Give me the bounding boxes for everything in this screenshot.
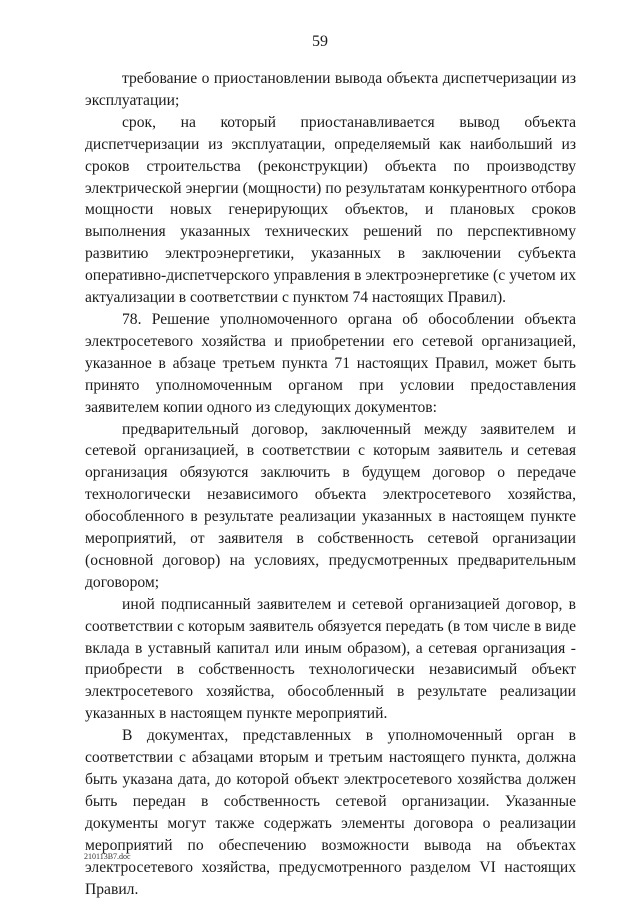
paragraph-suspension-term: срок, на который приостанавливается вывод объекта диспетчеризации из эксплуатации, определяемый как наибольший из сроков строительства (реконструкции) объекта по производству электрической энергии (мощности) по результатам конкурентного отбора мощности новых генерирующих объектов, и плановых сроков выполнения указанных технических решений по перспективному развитию электроэнергетики, указанных в заключении субъекта оперативно-диспетчерского управления в электроэнергетике (с учетом их актуализации в соответствии с пунктом 74 настоящих Правил). — [85, 113, 576, 307]
page-number: 59 — [312, 33, 328, 50]
paragraph-78-decision: 78. Решение уполномоченного органа об обособлении объекта электросетевого хозяйства и приобретении его сетевой организацией, указанное в абзаце третьем пункта 71 настоящих Правил, может быть принято уполномоченным органом при условии предоставления заявителем копии одного из следующих документов: — [85, 310, 576, 416]
paragraph-suspension-requirement: требование о приостановлении вывода объекта диспетчеризации из эксплуатации; — [85, 70, 576, 109]
document-file-code: 210113В7.doc — [84, 852, 131, 861]
paragraph-documents-date: В документах, представленных в уполномоченный орган в соответствии с абзацами вторым и третьим настоящего пункта, должна быть указана дата, до которой объект электросетевого хозяйства должен быть передан в собственность сетевой организации. Указанные документы могут также содержать элементы договора о реализации мероприятий по обеспечению возможности вывода на объектах электросетевого хозяйства, предусмотренного разделом VI настоящих Правил. — [85, 727, 576, 898]
paragraph-other-contract: иной подписанный заявителем и сетевой организацией договор, в соответствии с которым заявитель обязуется передать (в том числе в виде вклада в уставный капитал или иным образом), а сетевая организация - приобрести в собственность технологически независимый объект электросетевого хозяйства, обособленный в результате реализации указанных в настоящем пункте мероприятий. — [85, 595, 576, 723]
document-body — [85, 68, 576, 900]
paragraph-preliminary-contract: предварительный договор, заключенный между заявителем и сетевой организацией, в соответствии с которым заявитель и сетевая организация обязуются заключить в будущем договор о передаче технологически независимого объекта электросетевого хозяйства, обособленного в результате реализации указанных в настоящем пункте мероприятий, от заявителя в собственность сетевой организации (основной договор) на условиях, предусмотренных предварительным договором; — [85, 420, 576, 591]
